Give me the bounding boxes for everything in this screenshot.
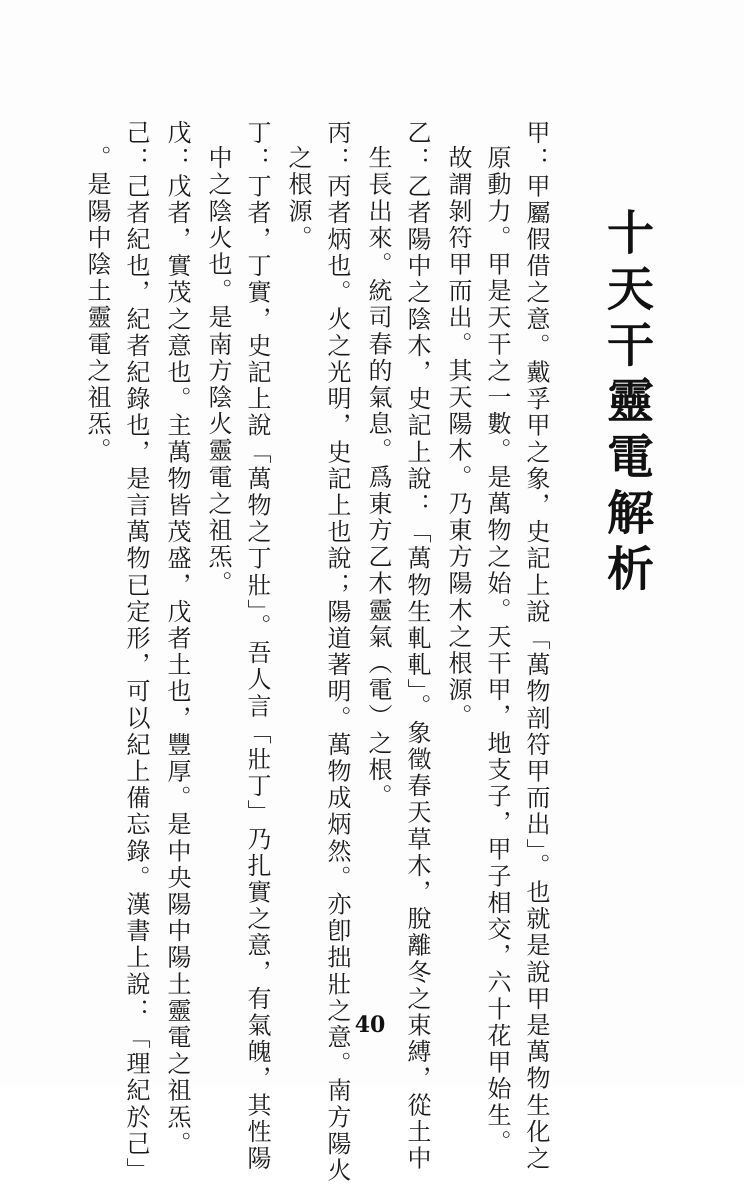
text-column-6: 丙：丙者炳也。火之光明，史記上也說；陽道著明。萬物成炳然。亦卽拙壯之意。南方陽火 (323, 120, 351, 1184)
text-column-2: 原動力。甲是天干之一數。是萬物之始。天干甲，地支子，甲子相交，六十花甲始生。 (483, 145, 511, 1156)
text-column-8: 丁：丁者，丁實，史記上說「萬物之丁壯」。吾人言「壯丁」乃扎實之意，有氣魄，其性陽 (243, 120, 271, 1172)
page-title: 十天干靈電解析 (599, 208, 654, 600)
text-column-11: 己：己者紀也，紀者紀錄也，是言萬物已定形，可以紀上備忘錄。漢書上說：「理紀於己」 (122, 120, 150, 1184)
text-column-1: 甲：甲屬假借之意。戴孚甲之象，史記上說「萬物剖符甲而出」。也就是說甲是萬物生化之 (522, 120, 550, 1172)
text-column-9: 中之陰火也。是南方陰火靈電之祖炁。 (204, 145, 232, 598)
text-column-5: 生長出來。統司春的氣息。爲東方乙木靈氣（電）之根。 (364, 145, 392, 810)
text-column-12: 。是陽中陰土靈電之祖炁。 (83, 145, 111, 465)
text-column-7: 之根源。 (284, 145, 312, 252)
page-number: 40 (354, 1012, 386, 1038)
text-column-3: 故謂剝符甲而出。其天陽木。乃東方陽木之根源。 (444, 145, 472, 731)
text-column-10: 戊：戊者，實茂之意也。主萬物皆茂盛，戊者土也，豐厚。是中央陽中陽土靈電之祖炁。 (163, 120, 191, 1158)
text-column-4: 乙：乙者陽中之陰木，史記上說：「萬物生軋軋」。象徵春天草木，脫離冬之束縛，從土中 (403, 120, 431, 1172)
